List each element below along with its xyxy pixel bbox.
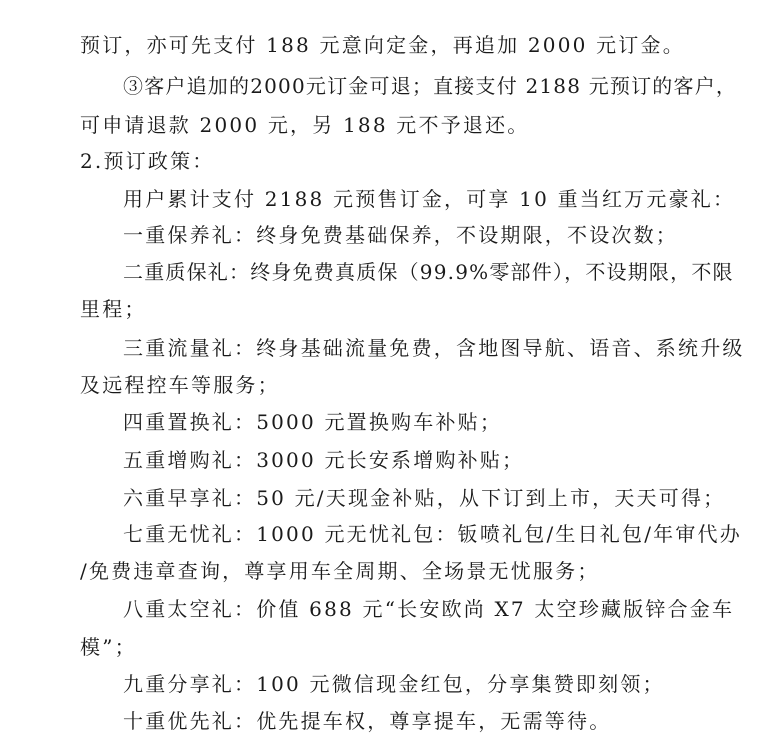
list-item-continuation: 里程； bbox=[80, 297, 147, 321]
list-item: 一重保养礼：终身免费基础保养，不设期限，不设次数； bbox=[123, 223, 678, 247]
list-item: 九重分享礼：100 元微信现金红包，分享集赞即刻领； bbox=[123, 672, 665, 696]
list-item: 四重置换礼：5000 元置换购车补贴； bbox=[123, 410, 503, 434]
list-item-continuation: /免费违章查询，尊享用车全周期、全场景无忧服务； bbox=[80, 559, 600, 583]
list-item: 二重质保礼：终身免费真质保（99.9%零部件），不设期限，不限 bbox=[123, 260, 734, 284]
list-item: 五重增购礼：3000 元长安系增购补贴； bbox=[123, 448, 525, 472]
list-item-continuation: 模”； bbox=[80, 635, 137, 659]
list-item: 七重无忧礼：1000 元无忧礼包：钣喷礼包/生日礼包/年审代办 bbox=[123, 522, 742, 546]
paragraph-line: 预订，亦可先支付 188 元意向定金，再追加 2000 元订金。 bbox=[80, 33, 685, 57]
section-heading: 2.预订政策： bbox=[80, 149, 215, 173]
paragraph-line: 可申请退款 2000 元，另 188 元不予退还。 bbox=[80, 113, 530, 137]
list-item: 八重太空礼：价值 688 元“长安欧尚 X7 太空珍藏版锌合金车 bbox=[123, 597, 735, 621]
paragraph-line: 用户累计支付 2188 元预售订金，可享 10 重当红万元豪礼： bbox=[123, 187, 736, 211]
list-item-continuation: 及远程控车等服务； bbox=[80, 373, 280, 397]
list-item: 六重早享礼：50 元/天现金补贴，从下订到上市，天天可得； bbox=[123, 486, 726, 510]
list-item: 十重优先礼：优先提车权，尊享提车，无需等待。 bbox=[123, 709, 612, 733]
list-item: 三重流量礼：终身基础流量免费，含地图导航、语音、系统升级 bbox=[123, 336, 745, 360]
paragraph-line: ③客户追加的2000元订金可退；直接支付 2188 元预订的客户， bbox=[123, 74, 738, 98]
